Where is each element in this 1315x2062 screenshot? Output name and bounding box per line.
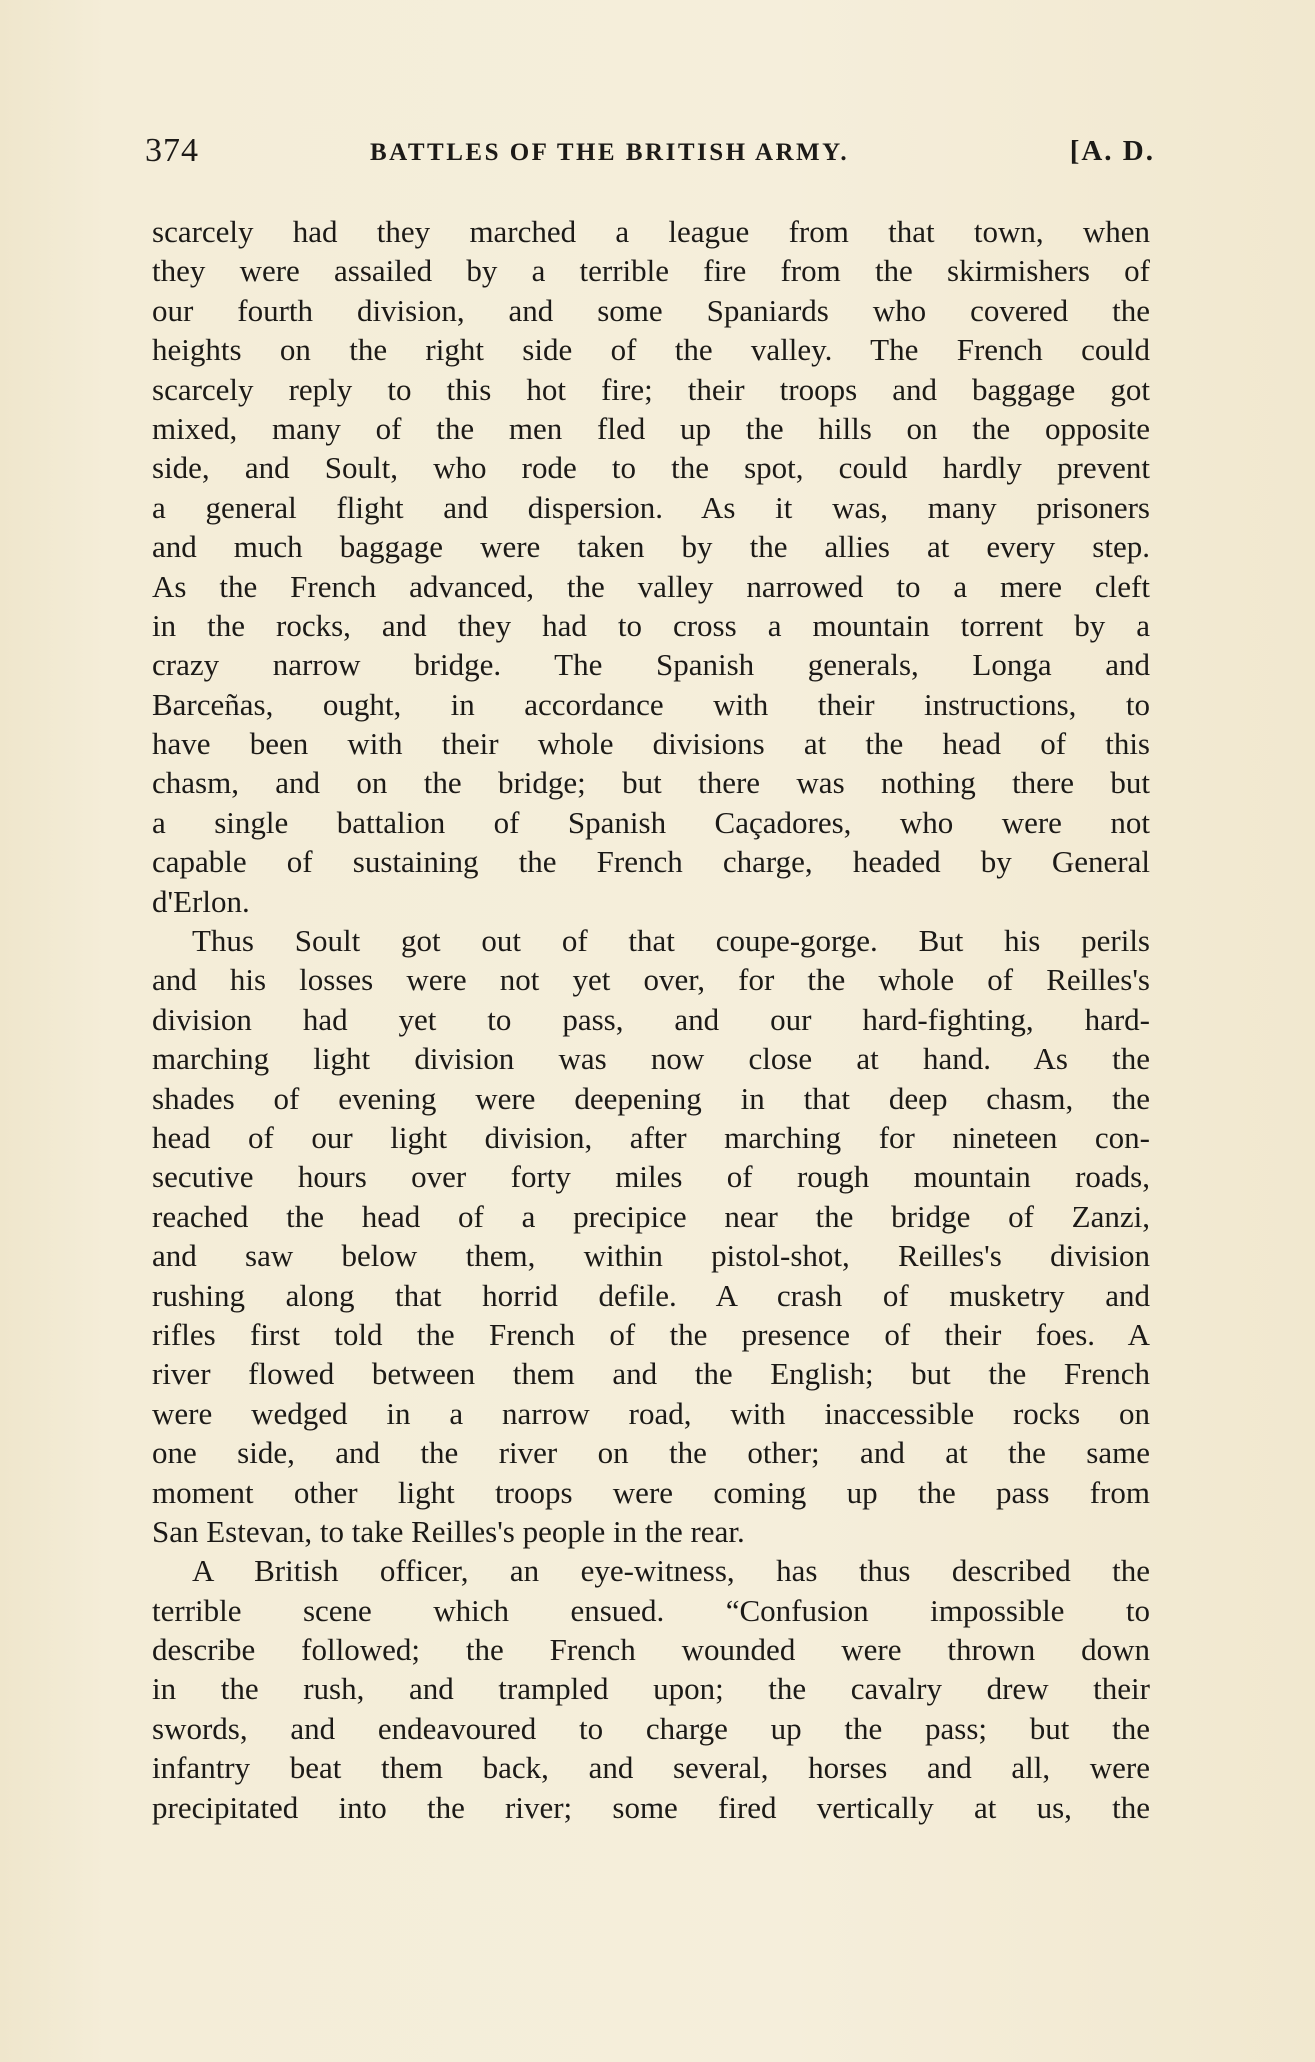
text-line: infantry beat them back, and several, horses and all, were bbox=[152, 1750, 1150, 1786]
text-line: heights on the right side of the valley. The French could bbox=[152, 332, 1150, 368]
text-line: describe followed; the French wounded were thrown down bbox=[152, 1632, 1150, 1668]
text-line: and much baggage were taken by the allies at every step. bbox=[152, 529, 1150, 565]
text-line: in the rocks, and they had to cross a mountain torrent by a bbox=[152, 607, 1150, 643]
text-line: reached the head of a precipice near the bridge of Zanzi, bbox=[152, 1198, 1150, 1234]
text-line: shades of evening were deepening in that deep chasm, the bbox=[152, 1080, 1150, 1116]
running-date-marker: [A. D. bbox=[1069, 135, 1155, 167]
text-line: As the French advanced, the valley narrowed to a mere cleft bbox=[152, 568, 1150, 604]
text-line: side, and Soult, who rode to the spot, could hardly prevent bbox=[152, 450, 1150, 486]
running-title: BATTLES OF THE BRITISH ARMY. bbox=[370, 139, 850, 166]
text-line: a single battalion of Spanish Caçadores, who were not bbox=[152, 804, 1150, 840]
text-line: and his losses were not yet over, for the whole of Reilles's bbox=[152, 962, 1150, 998]
text-line: d'Erlon. bbox=[152, 883, 250, 919]
text-line: secutive hours over forty miles of rough mountain roads, bbox=[152, 1159, 1150, 1195]
text-line: in the rush, and trampled upon; the cavalry drew their bbox=[152, 1671, 1150, 1707]
text-line: were wedged in a narrow road, with inaccessible rocks on bbox=[152, 1395, 1150, 1431]
text-line: a general flight and dispersion. As it was, many prisoners bbox=[152, 489, 1150, 525]
text-line: scarcely reply to this hot fire; their troops and baggage got bbox=[152, 371, 1150, 407]
text-line: head of our light division, after marching for nineteen con- bbox=[152, 1119, 1150, 1155]
text-line: terrible scene which ensued. “Confusion impossible to bbox=[152, 1592, 1150, 1628]
body-text bbox=[152, 212, 1150, 1827]
text-line: division had yet to pass, and our hard-fighting, hard- bbox=[152, 1001, 1150, 1037]
text-line: precipitated into the river; some fired vertically at us, the bbox=[152, 1789, 1150, 1825]
text-line: and saw below them, within pistol-shot, Reilles's division bbox=[152, 1238, 1150, 1274]
text-line: San Estevan, to take Reilles's people in the rear. bbox=[152, 1513, 745, 1549]
text-line: they were assailed by a terrible fire from the skirmishers of bbox=[152, 253, 1150, 289]
text-line: river flowed between them and the English; but the French bbox=[152, 1356, 1150, 1392]
text-line: rushing along that horrid defile. A crash of musketry and bbox=[152, 1277, 1150, 1313]
text-line: Barceñas, ought, in accordance with their instructions, to bbox=[152, 686, 1150, 722]
text-line: swords, and endeavoured to charge up the pass; but the bbox=[152, 1710, 1150, 1746]
text-line: our fourth division, and some Spaniards who covered the bbox=[152, 292, 1150, 328]
page-number: 374 bbox=[145, 132, 199, 169]
text-line: mixed, many of the men fled up the hills on the opposite bbox=[152, 410, 1150, 446]
text-line: crazy narrow bridge. The Spanish generals, Longa and bbox=[152, 647, 1150, 683]
text-line: scarcely had they marched a league from that town, when bbox=[152, 214, 1150, 249]
text-line: marching light division was now close at hand. As the bbox=[152, 1041, 1150, 1077]
text-line: rifles first told the French of the presence of their foes. A bbox=[152, 1316, 1150, 1352]
text-line: moment other light troops were coming up the pass from bbox=[152, 1474, 1150, 1510]
text-line: chasm, and on the bridge; but there was nothing there but bbox=[152, 765, 1150, 801]
running-head bbox=[145, 132, 1155, 182]
text-line: capable of sustaining the French charge, headed by General bbox=[152, 844, 1150, 880]
text-line: have been with their whole divisions at the head of this bbox=[152, 726, 1150, 762]
text-line: one side, and the river on the other; and at the same bbox=[152, 1435, 1150, 1471]
text-line: A British officer, an eye-witness, has thus described the bbox=[192, 1553, 1150, 1589]
text-line: Thus Soult got out of that coupe-gorge. But his perils bbox=[192, 923, 1150, 959]
